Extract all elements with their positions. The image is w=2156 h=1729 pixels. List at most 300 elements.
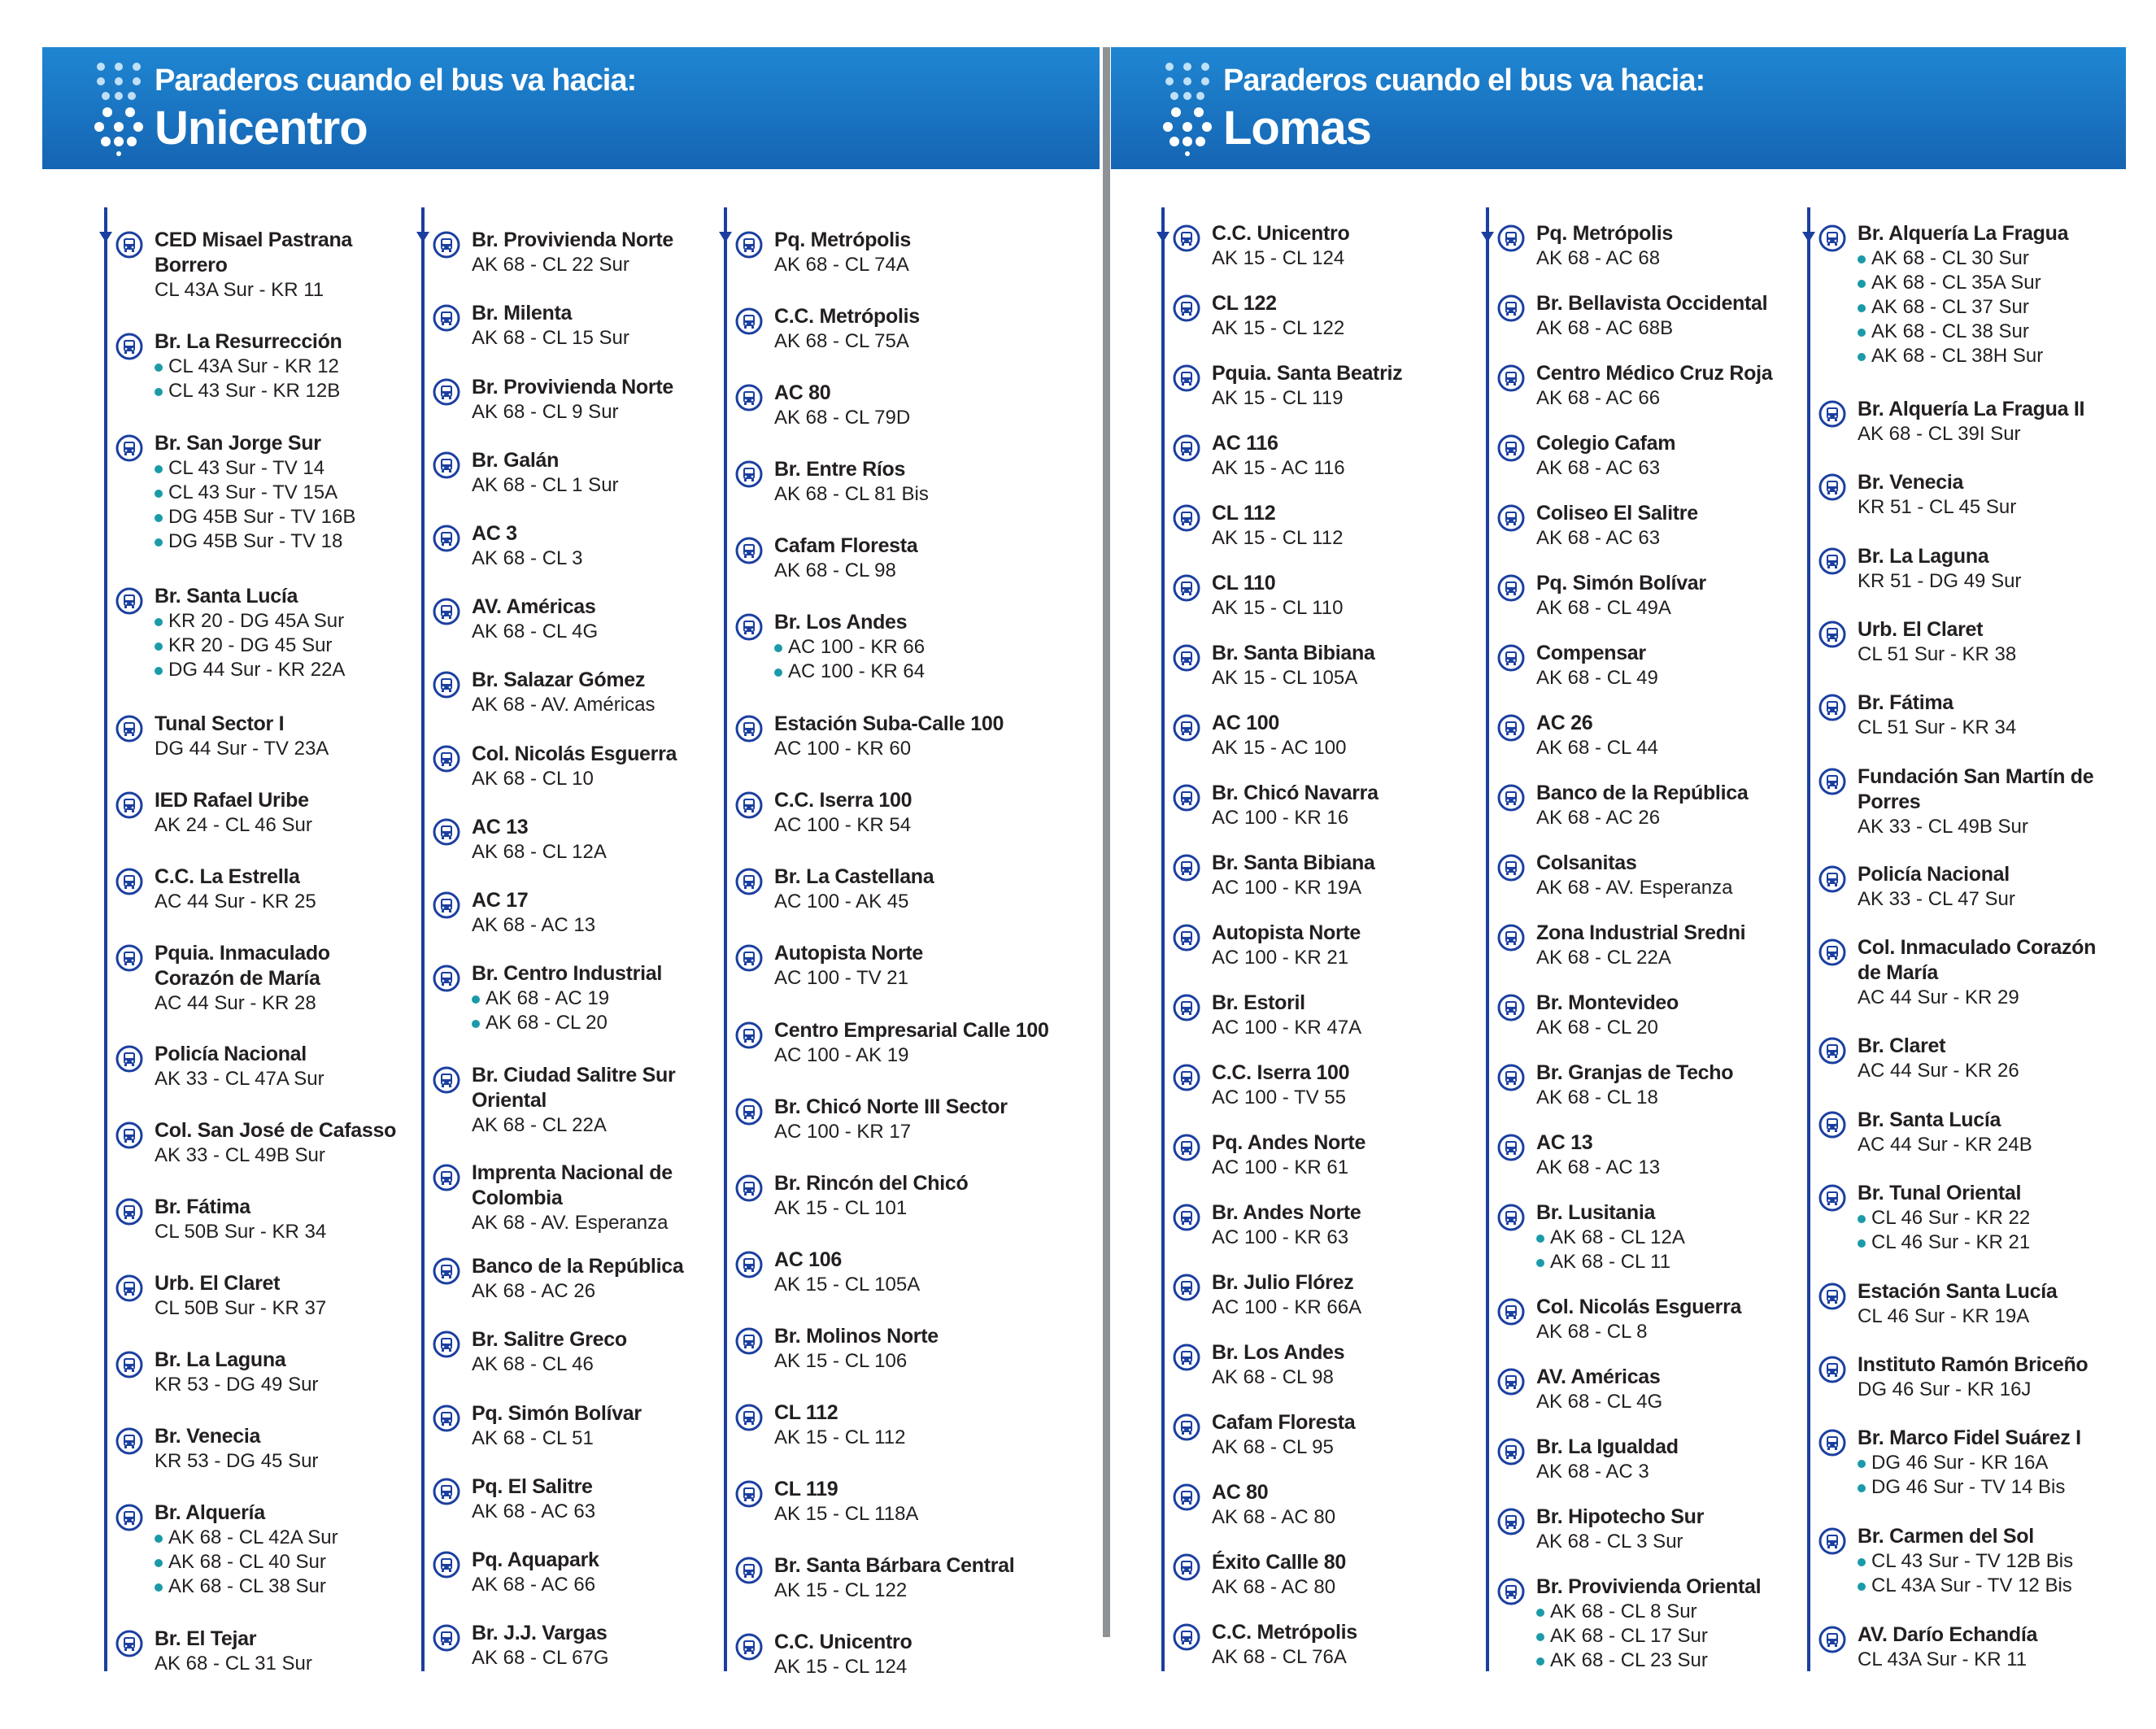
- bus-stop-icon: [735, 537, 763, 564]
- stop-name: Br. San Jorge Sur: [155, 432, 321, 455]
- bus-stop-icon: [115, 791, 143, 819]
- bus-stop-icon: [433, 1066, 460, 1094]
- stop-name: Br. Granjas de Techo: [1536, 1061, 1734, 1084]
- stop-text: [1536, 1295, 1803, 1344]
- bus-stop-icon: [115, 1198, 143, 1226]
- stop-name: Br. Santa Bibiana: [1212, 851, 1375, 874]
- stop-address: AK 68 - AC 80: [1212, 1506, 1336, 1528]
- bus-stop-icon: [1818, 1429, 1846, 1457]
- bus-stop-icon: [735, 868, 763, 895]
- stop-text: [774, 610, 1082, 684]
- stop-text: [774, 1400, 1082, 1450]
- stop-address: AK 68 - CL 8 Sur: [1536, 1600, 1803, 1624]
- stop-address: CL 43 Sur - KR 12B: [155, 379, 413, 403]
- stop-text: [774, 228, 1082, 277]
- stop-address: AK 68 - AC 66: [1536, 387, 1661, 409]
- stop-address: AC 100 - AK 45: [774, 891, 909, 912]
- stop-address: AK 68 - CL 38H Sur: [1858, 344, 2108, 368]
- stop-text: [472, 1401, 690, 1451]
- stop-name: Banco de la República: [1536, 782, 1749, 804]
- stops-column-lomas-1: [1161, 207, 1470, 1671]
- stop-text: [1536, 1200, 1803, 1274]
- bus-stop-icon: [115, 868, 143, 895]
- stop-name: Pq. Metrópolis: [774, 229, 912, 251]
- bus-stop-icon: [433, 1331, 460, 1358]
- stop-name: Urb. El Claret: [1858, 618, 1984, 641]
- stop-name: Fundación San Martín de Porres: [1858, 765, 2094, 813]
- stop-text: [1212, 711, 1470, 760]
- stop-address: DG 44 Sur - KR 22A: [155, 658, 413, 682]
- stop-address: AC 100 - KR 19A: [1212, 877, 1362, 899]
- stop-address: CL 51 Sur - KR 34: [1858, 716, 2017, 738]
- bus-stop-icon: [433, 304, 460, 332]
- stop-name: Br. La Laguna: [1858, 545, 1989, 568]
- stop-address: AC 100 - KR 61: [1212, 1156, 1349, 1178]
- stop-address: AK 15 - CL 112: [1212, 527, 1344, 549]
- stop-name: C.C. Unicentro: [774, 1631, 912, 1653]
- stop-address: AK 68 - CL 8: [1536, 1321, 1648, 1343]
- stop-address: AK 68 - AC 13: [1536, 1156, 1661, 1178]
- stop-address: AK 68 - AV. Américas: [472, 694, 656, 716]
- bus-stop-icon: [735, 791, 763, 819]
- bus-stop-icon: [1818, 1111, 1846, 1139]
- stop-name: C.C. Metrópolis: [774, 305, 920, 328]
- stop-name: Br. Bellavista Occidental: [1536, 292, 1768, 315]
- stop-text: [1536, 1435, 1803, 1484]
- stop-address: KR 51 - CL 45 Sur: [1858, 496, 2017, 518]
- stop-address: AK 68 - AC 80: [1212, 1576, 1336, 1598]
- bus-stop-icon: [433, 598, 460, 625]
- stop-name: Br. Salitre Greco: [472, 1328, 627, 1351]
- bus-stop-icon: [433, 1257, 460, 1285]
- stop-text: [155, 712, 413, 761]
- stop-address: AC 100 - KR 16: [1212, 807, 1349, 829]
- stop-name: Br. Fátima: [155, 1195, 250, 1218]
- bus-stop-icon: [735, 1404, 763, 1431]
- stop-address: AK 68 - CL 75A: [774, 330, 909, 352]
- stop-address: DG 46 Sur - TV 14 Bis: [1858, 1475, 2108, 1500]
- stop-name: Br. Santa Bárbara Central: [774, 1554, 1015, 1577]
- stop-text: [1212, 501, 1470, 551]
- bus-stop-icon: [1497, 1578, 1525, 1605]
- stop-address: AK 68 - AC 26: [472, 1280, 596, 1302]
- bus-stop-icon: [1497, 714, 1525, 742]
- stop-address: AK 68 - AC 19: [472, 986, 690, 1011]
- stop-address: AK 15 - CL 119: [1212, 387, 1344, 409]
- stop-address: KR 53 - DG 45 Sur: [155, 1450, 319, 1472]
- route-line: [1486, 207, 1489, 1671]
- stop-address: AK 15 - CL 101: [774, 1197, 908, 1219]
- stop-address: AC 100 - AK 19: [774, 1044, 909, 1066]
- stop-text: [1212, 1270, 1470, 1320]
- stop-address: AK 15 - CL 112: [774, 1426, 906, 1448]
- stop-text: [1536, 921, 1803, 970]
- stop-address: AK 68 - CL 4G: [1536, 1391, 1663, 1413]
- stop-address: DG 45B Sur - TV 16B: [155, 505, 413, 529]
- stop-text: [1536, 1365, 1803, 1414]
- stop-address: AK 15 - AC 100: [1212, 737, 1347, 759]
- bus-stop-icon: [433, 1624, 460, 1652]
- stop-address: AK 68 - CL 1 Sur: [472, 474, 619, 496]
- stop-name: Br. Montevideo: [1536, 991, 1679, 1014]
- route-line: [1161, 207, 1165, 1671]
- stop-text: [1536, 641, 1803, 690]
- stops-column-unicentro-2: [421, 207, 690, 1671]
- stop-text: [1858, 221, 2108, 368]
- stop-name: Br. J.J. Vargas: [472, 1622, 608, 1644]
- stop-name: C.C. Iserra 100: [1212, 1061, 1350, 1084]
- stop-address: AK 68 - CL 17 Sur: [1536, 1624, 1803, 1648]
- bus-stop-icon: [433, 231, 460, 259]
- bus-stop-icon: [433, 965, 460, 992]
- stop-address: AC 44 Sur - KR 25: [155, 891, 316, 912]
- stop-address: CL 43A Sur - KR 11: [1858, 1648, 2028, 1670]
- bus-stop-icon: [115, 1121, 143, 1149]
- bus-stop-icon: [1173, 224, 1200, 252]
- stop-name: C.C. Unicentro: [1212, 222, 1350, 245]
- stop-address: CL 43A Sur - TV 12 Bis: [1858, 1574, 2108, 1598]
- stop-text: [155, 1042, 413, 1091]
- stop-name: AC 80: [1212, 1481, 1269, 1504]
- stop-text: [472, 375, 690, 425]
- stop-address: AK 15 - CL 124: [774, 1656, 908, 1678]
- stop-text: [1536, 431, 1803, 481]
- stop-address: AK 68 - AC 66: [472, 1574, 596, 1596]
- stop-name: Urb. El Claret: [155, 1272, 281, 1295]
- stop-name: C.C. Metrópolis: [1212, 1621, 1357, 1644]
- bus-stop-icon: [1818, 400, 1846, 428]
- bus-stop-icon: [115, 434, 143, 462]
- stop-text: [155, 431, 413, 554]
- stop-text: [155, 1271, 413, 1321]
- stop-address: AK 15 - CL 122: [774, 1579, 908, 1601]
- stop-address: CL 43 Sur - TV 15A: [155, 481, 413, 505]
- arrow-down-icon: [99, 232, 112, 242]
- bus-stop-icon: [735, 613, 763, 641]
- stop-text: [774, 381, 1082, 430]
- stop-name: CL 119: [774, 1478, 838, 1500]
- bus-stop-icon: [1497, 1438, 1525, 1466]
- stop-address: AK 15 - CL 118A: [774, 1503, 919, 1525]
- stop-text: [1858, 397, 2108, 446]
- bus-stop-icon: [1818, 473, 1846, 501]
- stop-name: Br. El Tejar: [155, 1627, 257, 1650]
- stop-text: [1858, 1034, 2108, 1083]
- bus-stop-icon: [1497, 1064, 1525, 1091]
- bus-stop-icon: [735, 1251, 763, 1278]
- bus-stop-icon: [115, 1045, 143, 1073]
- stop-name: Br. Fátima: [1858, 691, 1953, 714]
- header-subtitle: Paraderos cuando el bus va hacia:: [155, 63, 637, 98]
- stop-address: AK 68 - CL 79D: [774, 407, 911, 429]
- bus-stop-icon: [735, 944, 763, 972]
- bus-stop-icon: [735, 1098, 763, 1126]
- stop-name: C.C. La Estrella: [155, 865, 300, 888]
- bus-stop-icon: [1173, 504, 1200, 532]
- route-logo-icon: [1163, 60, 1212, 156]
- stop-text: [155, 1118, 413, 1168]
- stop-address: AK 68 - CL 31 Sur: [155, 1653, 312, 1675]
- stop-name: Br. Los Andes: [1212, 1341, 1345, 1364]
- bus-stop-icon: [1497, 1134, 1525, 1161]
- stop-name: Pq. Andes Norte: [1212, 1131, 1366, 1154]
- stop-address: CL 43 Sur - TV 12B Bis: [1858, 1549, 2108, 1574]
- stop-text: [1858, 1622, 2108, 1672]
- bus-stop-icon: [1173, 1274, 1200, 1301]
- stop-text: [774, 1630, 1082, 1679]
- stop-address: AK 33 - CL 47A Sur: [155, 1068, 324, 1090]
- stop-address: CL 46 Sur - KR 22: [1858, 1206, 2108, 1230]
- bus-stop-icon: [1818, 621, 1846, 648]
- stop-address: DG 45B Sur - TV 18: [155, 529, 413, 554]
- bus-stop-icon: [1818, 1037, 1846, 1065]
- stop-name: Br. Molinos Norte: [774, 1325, 939, 1348]
- bus-stop-icon: [1173, 1623, 1200, 1651]
- stop-name: Colsanitas: [1536, 851, 1637, 874]
- stop-text: [155, 584, 413, 682]
- stop-address: DG 44 Sur - TV 23A: [155, 738, 329, 760]
- stop-text: [774, 1018, 1082, 1068]
- stop-address: AC 44 Sur - KR 29: [1858, 986, 2019, 1008]
- bus-stop-icon: [1497, 854, 1525, 882]
- stop-name: Banco de la República: [472, 1255, 684, 1278]
- stop-text: [472, 742, 690, 791]
- bus-stop-icon: [1173, 1344, 1200, 1371]
- bus-stop-icon: [1173, 1134, 1200, 1161]
- stop-name: AC 13: [1536, 1131, 1593, 1154]
- stop-text: [774, 864, 1082, 914]
- stop-name: Br. Chicó Navarra: [1212, 782, 1379, 804]
- stop-text: [1536, 851, 1803, 900]
- bus-stop-icon: [1818, 1283, 1846, 1310]
- stop-address: AK 68 - CL 3 Sur: [1536, 1531, 1683, 1553]
- stops-column-unicentro-3: [724, 207, 1082, 1678]
- stop-address: CL 43A Sur - KR 12: [155, 355, 413, 379]
- bus-stop-icon: [433, 1164, 460, 1191]
- stop-address: AK 68 - AC 63: [1536, 457, 1661, 479]
- bus-stop-icon: [1497, 294, 1525, 322]
- stop-address: KR 20 - DG 45A Sur: [155, 609, 413, 634]
- stop-name: Br. Provivienda Oriental: [1536, 1575, 1762, 1598]
- bus-stop-icon: [115, 715, 143, 743]
- stop-address: AK 68 - CL 44: [1536, 737, 1658, 759]
- stop-address: AK 68 - CL 46: [472, 1353, 594, 1375]
- stop-name: Coliseo El Salitre: [1536, 502, 1698, 525]
- stop-text: [155, 1348, 413, 1397]
- stop-text: [155, 329, 413, 403]
- stop-name: Colegio Cafam: [1536, 432, 1676, 455]
- stop-text: [1212, 571, 1470, 621]
- stop-name: Br. Chicó Norte III Sector: [774, 1095, 1008, 1118]
- stop-name: Br. Venecia: [1858, 471, 1964, 494]
- bus-stop-icon: [1497, 574, 1525, 602]
- stop-name: AC 80: [774, 381, 831, 404]
- bus-stop-icon: [1818, 865, 1846, 893]
- stop-address: AK 68 - CL 38 Sur: [155, 1574, 413, 1599]
- stop-address: AK 68 - AC 26: [1536, 807, 1661, 829]
- stop-text: [472, 1063, 690, 1138]
- stop-address: AK 68 - CL 11: [1536, 1250, 1803, 1274]
- stop-name: Br. Marco Fidel Suárez I: [1858, 1426, 2081, 1449]
- stop-name: CL 122: [1212, 292, 1277, 315]
- stop-address: AC 100 - TV 55: [1212, 1087, 1346, 1108]
- stop-address: AK 68 - CL 76A: [1212, 1646, 1347, 1668]
- stop-name: AC 26: [1536, 712, 1593, 734]
- bus-stop-icon: [735, 307, 763, 335]
- stop-name: Autopista Norte: [1212, 921, 1361, 944]
- stop-address: AK 68 - CL 20: [1536, 1017, 1658, 1039]
- stop-name: Br. Entre Ríos: [774, 458, 906, 481]
- stop-text: [774, 1171, 1082, 1221]
- stop-text: [472, 228, 690, 277]
- stop-name: Br. Alquería La Fragua II: [1858, 398, 2085, 420]
- stop-text: [472, 1621, 690, 1670]
- stop-address: AK 33 - CL 49B Sur: [155, 1144, 325, 1166]
- stop-text: [155, 864, 413, 914]
- bus-stop-icon: [115, 1274, 143, 1302]
- stop-name: Col. Inmaculado Corazón de María: [1858, 936, 2097, 984]
- route-line: [1807, 207, 1810, 1671]
- stop-name: Cafam Floresta: [1212, 1411, 1356, 1434]
- bus-stop-icon: [115, 231, 143, 259]
- stop-address: AK 68 - AC 63: [1536, 527, 1661, 549]
- bus-stop-icon: [1497, 224, 1525, 252]
- stop-address: AK 15 - CL 105A: [1212, 667, 1358, 689]
- stop-address: AK 68 - CL 40 Sur: [155, 1550, 413, 1574]
- stop-text: [1858, 1108, 2108, 1157]
- stop-text: [774, 1477, 1082, 1526]
- stop-address: AK 68 - AC 68: [1536, 247, 1661, 269]
- stop-address: KR 20 - DG 45 Sur: [155, 634, 413, 658]
- stop-address: AK 68 - AC 13: [472, 914, 596, 936]
- bus-stop-icon: [1497, 504, 1525, 532]
- stop-address: CL 51 Sur - KR 38: [1858, 643, 2017, 665]
- bus-stop-icon: [1818, 547, 1846, 575]
- stop-name: Br. Milenta: [472, 302, 573, 324]
- stop-address: AK 68 - CL 10: [472, 768, 594, 790]
- stop-text: [1858, 935, 2108, 1010]
- stop-name: Cafam Floresta: [774, 534, 918, 557]
- stop-text: [1536, 571, 1803, 621]
- stop-address: AK 68 - CL 22 Sur: [472, 254, 629, 276]
- bus-stop-icon: [115, 1427, 143, 1455]
- bus-stop-icon: [1173, 434, 1200, 462]
- bus-stop-icon: [433, 671, 460, 699]
- stop-address: AK 33 - CL 47 Sur: [1858, 888, 2015, 910]
- stop-address: AC 44 Sur - KR 28: [155, 992, 316, 1014]
- stop-name: Policía Nacional: [155, 1043, 307, 1065]
- bus-stop-icon: [1818, 224, 1846, 252]
- bus-stop-icon: [735, 1480, 763, 1508]
- stop-address: AK 24 - CL 46 Sur: [155, 814, 312, 836]
- bus-stop-icon: [735, 715, 763, 743]
- bus-stop-icon: [115, 1630, 143, 1657]
- bus-stop-icon: [1497, 364, 1525, 392]
- stop-address: CL 50B Sur - KR 37: [155, 1297, 327, 1319]
- header-destination: Lomas: [1223, 102, 1371, 155]
- stop-name: Pquia. Inmaculado Corazón de María: [155, 942, 330, 990]
- stop-address: AC 100 - KR 47A: [1212, 1017, 1362, 1039]
- stop-address: AK 68 - AV. Esperanza: [1536, 877, 1733, 899]
- stop-name: Br. Estoril: [1212, 991, 1305, 1014]
- stop-address: AK 68 - CL 18: [1536, 1087, 1658, 1108]
- stop-text: [1858, 544, 2108, 594]
- bus-stop-icon: [735, 1174, 763, 1202]
- stop-name: Br. Andes Norte: [1212, 1201, 1361, 1224]
- stop-name: Pq. Simón Bolívar: [1536, 572, 1706, 594]
- bus-stop-icon: [735, 384, 763, 412]
- stop-address: AC 100 - KR 60: [774, 738, 912, 760]
- stop-name: Col. Nicolás Esguerra: [1536, 1296, 1742, 1318]
- stop-address: AC 100 - KR 54: [774, 814, 912, 836]
- stop-address: DG 46 Sur - KR 16J: [1858, 1378, 2032, 1400]
- stop-name: Col. San José de Cafasso: [155, 1119, 397, 1142]
- stop-text: [1212, 1480, 1470, 1530]
- stop-address: AK 68 - CL 30 Sur: [1858, 246, 2108, 271]
- arrow-down-icon: [1802, 232, 1815, 242]
- stop-name: Br. Claret: [1858, 1034, 1946, 1057]
- stop-address: AC 100 - TV 21: [774, 967, 908, 989]
- stop-text: [1212, 1410, 1470, 1460]
- stop-text: [774, 1553, 1082, 1603]
- bus-stop-icon: [1497, 434, 1525, 462]
- bus-stop-icon: [735, 1327, 763, 1355]
- bus-stop-icon: [1173, 644, 1200, 672]
- stop-address: AK 33 - CL 49B Sur: [1858, 816, 2028, 838]
- bus-stop-icon: [735, 1633, 763, 1661]
- bus-stop-icon: [115, 587, 143, 615]
- bus-stop-icon: [1173, 294, 1200, 322]
- stop-text: [1858, 1352, 2108, 1402]
- stop-address: AK 15 - CL 106: [774, 1350, 908, 1372]
- header-destination: Unicentro: [155, 102, 368, 155]
- stop-address: AK 68 - AV. Esperanza: [472, 1212, 669, 1234]
- stop-address: AK 68 - CL 35A Sur: [1858, 271, 2108, 295]
- arrow-down-icon: [1156, 232, 1169, 242]
- stop-text: [1212, 291, 1470, 341]
- stop-text: [472, 594, 690, 644]
- bus-stop-icon: [433, 1551, 460, 1579]
- bus-stop-icon: [1497, 784, 1525, 812]
- header-lomas: [1111, 47, 2126, 169]
- bus-stop-icon: [735, 1557, 763, 1584]
- stop-name: Br. Alquería La Fragua: [1858, 222, 2069, 245]
- stop-name: Br. Galán: [472, 449, 560, 472]
- stop-name: Br. Rincón del Chicó: [774, 1172, 969, 1195]
- stop-address: DG 46 Sur - KR 16A: [1858, 1451, 2108, 1475]
- stop-address: AC 100 - KR 66: [774, 635, 1082, 660]
- stop-name: Autopista Norte: [774, 942, 924, 965]
- stop-text: [774, 1095, 1082, 1144]
- stop-address: CL 46 Sur - KR 19A: [1858, 1305, 2030, 1327]
- stop-text: [155, 941, 413, 1016]
- arrow-down-icon: [719, 232, 732, 242]
- stop-name: AC 3: [472, 522, 517, 545]
- stop-name: IED Rafael Uribe: [155, 789, 309, 812]
- bus-stop-icon: [1173, 1553, 1200, 1581]
- bus-stop-icon: [1497, 1508, 1525, 1535]
- stop-text: [1212, 361, 1470, 411]
- bus-stop-icon: [433, 745, 460, 773]
- bus-stop-icon: [1497, 1298, 1525, 1326]
- stop-text: [1212, 851, 1470, 900]
- stop-address: AK 68 - CL 12A: [472, 841, 607, 863]
- stop-name: Br. Salazar Gómez: [472, 669, 646, 691]
- stop-text: [155, 1195, 413, 1244]
- stop-name: Br. Santa Bibiana: [1212, 642, 1375, 664]
- stop-text: [1212, 1620, 1470, 1670]
- bus-stop-icon: [1818, 1356, 1846, 1383]
